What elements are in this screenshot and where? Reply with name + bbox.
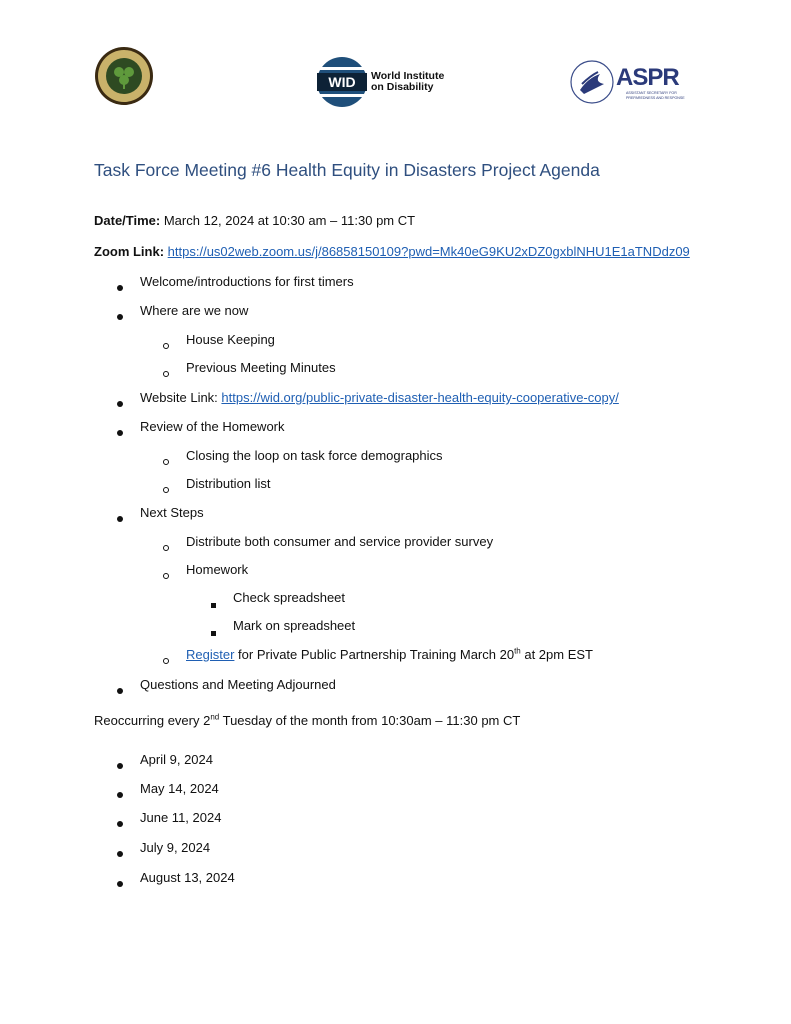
page-title: Task Force Meeting #6 Health Equity in Disasters Project Agenda [94,160,600,180]
recurring-text-end: Tuesday of the month from 10:30am – 11:30 pm CT [219,713,521,728]
circle-bullet-icon [163,454,169,468]
date-item: June 11, 2024 [140,810,222,825]
circle-bullet-icon [163,482,169,496]
wid-logo [316,56,466,110]
website-link[interactable]: https://wid.org/public-private-disaster-health-equity-cooperative-copy/ [221,390,619,405]
recurring-sup: nd [210,712,220,722]
wid-name-line2: on Disability [371,81,434,93]
square-bullet-icon [211,597,216,611]
zoom-line [94,244,690,259]
agenda-item-questions: Questions and Meeting Adjourned [140,677,336,692]
wid-name-line1: World Institute [371,70,445,82]
county-seal-logo [94,46,154,106]
datetime-line [94,213,415,228]
circle-bullet-icon [163,366,169,380]
agenda-item-welcome: Welcome/introductions for first timers [140,274,354,289]
recurring-text: Reoccurring every 2 [94,713,211,728]
website-label: Website Link: [140,390,222,405]
register-link[interactable]: Register [186,647,235,662]
wid-abbr: WID [328,74,356,90]
circle-bullet-icon [163,568,169,582]
agenda-subitem-distribute: Distribute both consumer and service provider survey [186,534,494,549]
circle-bullet-icon [163,338,169,352]
aspr-wordmark: ASPR [616,64,679,91]
agenda-subitem-closing: Closing the loop on task force demographics [186,448,443,463]
bullet-icon [117,511,123,525]
datetime-value: March 12, 2024 at 10:30 am – 11:30 pm CT [160,213,416,228]
agenda-item-where: Where are we now [140,303,249,318]
bullet-icon [117,683,123,697]
register-text-end: at 2pm EST [520,647,593,662]
aspr-logo [570,56,694,110]
recurring-line [94,713,520,728]
agenda-item-next: Next Steps [140,505,204,520]
bullet-icon [117,309,123,323]
globe-icon [316,56,368,108]
register-text: for Private Public Partnership Training March 20 [234,647,515,662]
circle-bullet-icon [163,540,169,554]
agenda-subitem-distribution: Distribution list [186,476,271,491]
bullet-icon [117,280,123,294]
bullet-icon [117,816,123,830]
bullet-icon [117,396,123,410]
bullet-icon [117,846,123,860]
agenda-subitem-register [186,647,593,662]
agenda-subitem-homework: Homework [186,562,249,577]
bullet-icon [117,876,123,890]
square-bullet-icon [211,625,216,639]
hhs-eagle-icon [570,56,614,108]
date-item: April 9, 2024 [140,752,213,767]
date-item: July 9, 2024 [140,840,211,855]
bullet-icon [117,425,123,439]
bullet-icon [117,787,123,801]
agenda-item-website [140,390,619,405]
bullet-icon [117,758,123,772]
zoom-label: Zoom Link: [94,244,165,259]
agenda-subsubitem-mark: Mark on spreadsheet [233,618,356,633]
agenda-subitem-previous: Previous Meeting Minutes [186,360,336,375]
circle-bullet-icon [163,653,169,667]
date-item: May 14, 2024 [140,781,219,796]
aspr-subtitle: ASSISTANT SECRETARY FOR PREPAREDNESS AND RESPONSE [626,91,685,100]
register-sup: th [514,646,521,656]
zoom-link[interactable]: https://us02web.zoom.us/j/86858150109?pwd=Mk40eG9KU2xDZ0gxblNHU1E1aTNDdz09 [167,244,690,259]
agenda-item-review: Review of the Homework [140,419,285,434]
datetime-label: Date/Time: [94,213,161,228]
agenda-subitem-housekeeping: House Keeping [186,332,275,347]
date-item: August 13, 2024 [140,870,235,885]
agenda-subsubitem-check: Check spreadsheet [233,590,346,605]
